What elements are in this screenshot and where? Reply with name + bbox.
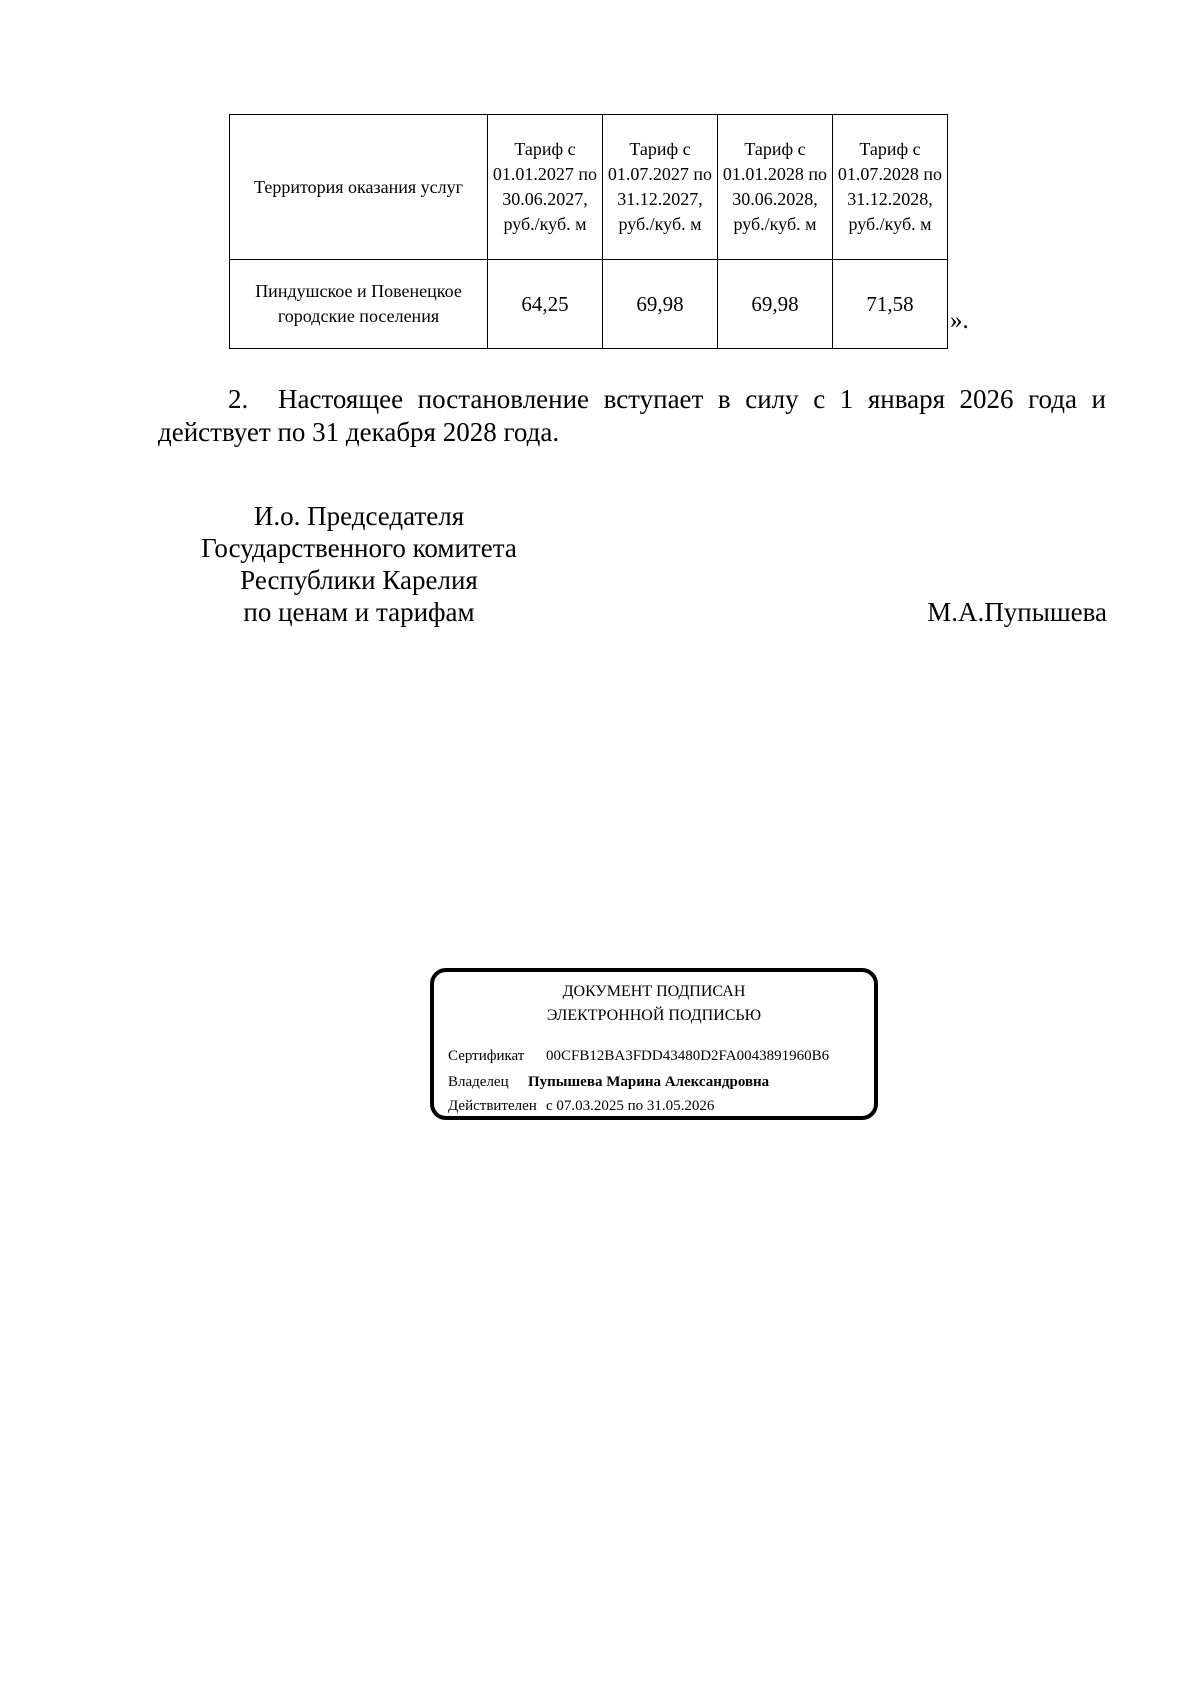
stamp-certificate-row bbox=[448, 1046, 829, 1066]
signatory-title-line-3: Республики Карелия bbox=[240, 565, 478, 595]
stamp-heading-line-1: ДОКУМЕНТ ПОДПИСАН bbox=[562, 983, 746, 1000]
header-period-2: Тариф с 01.07.2027 по 31.12.2027, руб./куб. м bbox=[603, 115, 718, 260]
header-period-4: Тариф с 01.07.2028 по 31.12.2028, руб./куб. м bbox=[833, 115, 948, 260]
cell-value-2: 69,98 bbox=[603, 260, 718, 349]
tariff-table bbox=[229, 114, 948, 349]
stamp-valid-value: с 07.03.2025 по 31.05.2026 bbox=[546, 1098, 715, 1114]
stamp-valid-label: Действителен bbox=[448, 1098, 537, 1114]
signatory-title bbox=[168, 500, 550, 628]
signatory-title-line-2: Государственного комитета bbox=[201, 533, 517, 563]
electronic-signature-stamp bbox=[430, 968, 878, 1120]
stamp-certificate-label: Сертификат bbox=[448, 1048, 525, 1064]
signatory-title-line-4: по ценам и тарифам bbox=[243, 597, 475, 627]
stamp-certificate-value: 00CFB12BA3FDD43480D2FA0043891960B6 bbox=[546, 1048, 830, 1064]
stamp-owner-row bbox=[448, 1072, 769, 1092]
cell-value-4: 71,58 bbox=[833, 260, 948, 349]
table-row bbox=[230, 260, 948, 349]
signatory-name: М.А.Пупышева bbox=[927, 597, 1107, 627]
table-header-row bbox=[230, 115, 948, 260]
signatory-title-line-1: И.о. Председателя bbox=[253, 501, 465, 531]
closing-quote: ». bbox=[950, 307, 969, 334]
stamp-heading-line-2: ЭЛЕКТРОННОЙ ПОДПИСЬЮ bbox=[546, 1007, 762, 1024]
cell-value-3: 69,98 bbox=[718, 260, 833, 349]
stamp-owner-label: Владелец bbox=[448, 1074, 509, 1090]
stamp-valid-row bbox=[448, 1096, 714, 1116]
header-period-1: Тариф с 01.01.2027 по 30.06.2027, руб./куб. м bbox=[488, 115, 603, 260]
cell-value-1: 64,25 bbox=[488, 260, 603, 349]
paragraph-number: 2. bbox=[228, 384, 249, 414]
paragraph-text: Настоящее постановление вступает в силу с 1 января 2026 года и действует по 31 декабря 2028 года. bbox=[158, 384, 1106, 447]
stamp-heading bbox=[434, 980, 874, 1028]
stamp-owner-value: Пупышева Марина Александровна bbox=[528, 1074, 770, 1090]
header-territory: Территория оказания услуг bbox=[230, 115, 488, 260]
header-period-3: Тариф с 01.01.2028 по 30.06.2028, руб./куб. м bbox=[718, 115, 833, 260]
cell-territory: Пиндушское и Повенецкое городские поселения bbox=[230, 260, 488, 349]
paragraph-2 bbox=[158, 383, 1106, 449]
